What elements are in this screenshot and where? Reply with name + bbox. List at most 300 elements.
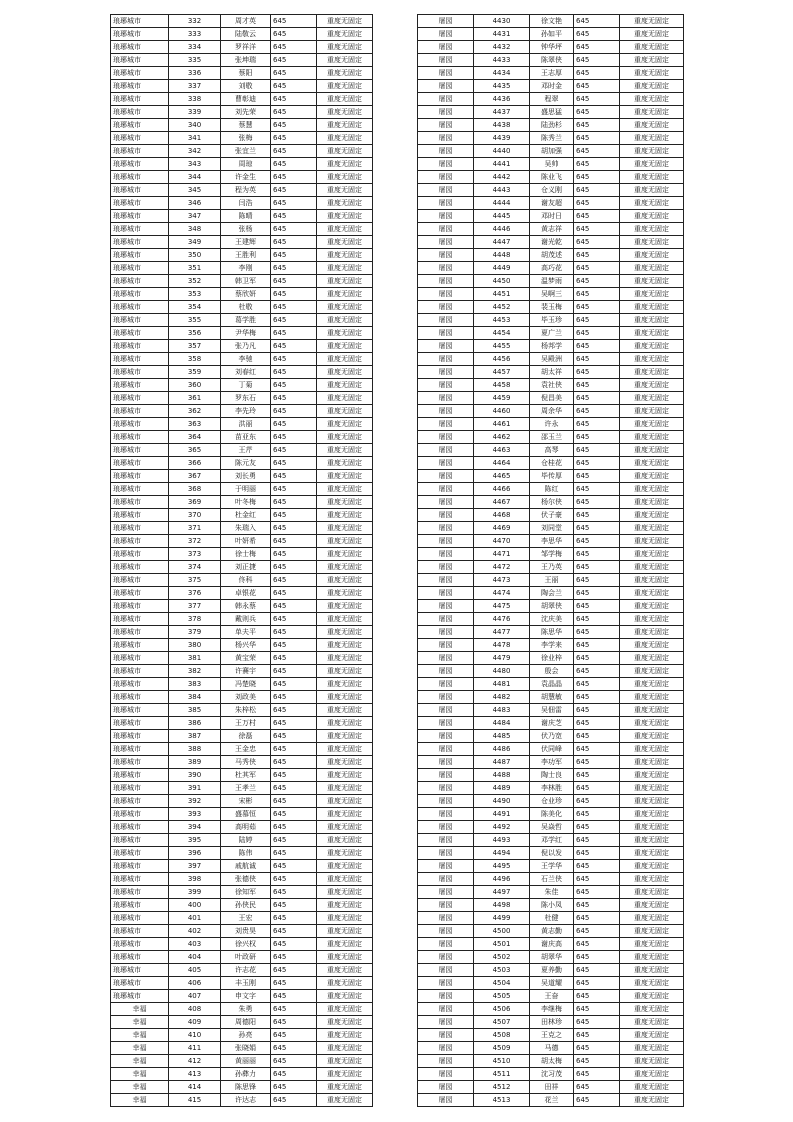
number-cell: 385	[169, 704, 221, 717]
name-cell: 王胜利	[221, 249, 271, 262]
number-cell: 4479	[474, 652, 530, 665]
amount-cell: 645	[271, 1042, 317, 1055]
table-row	[418, 795, 684, 808]
area-cell: 琅琊城市	[111, 639, 169, 652]
name-cell: 蔡欣妍	[221, 288, 271, 301]
type-cell: 重度无固定	[317, 522, 373, 535]
amount-cell: 645	[271, 431, 317, 444]
number-cell: 343	[169, 158, 221, 171]
number-cell: 363	[169, 418, 221, 431]
amount-cell: 645	[271, 496, 317, 509]
type-cell: 重度无固定	[620, 314, 684, 327]
table-row	[111, 1016, 373, 1029]
type-cell: 重度无固定	[620, 665, 684, 678]
number-cell: 4436	[474, 93, 530, 106]
type-cell: 重度无固定	[317, 847, 373, 860]
table-row	[418, 652, 684, 665]
table-row	[111, 626, 373, 639]
area-cell: 屠园	[418, 509, 474, 522]
table-row	[418, 691, 684, 704]
number-cell: 4507	[474, 1016, 530, 1029]
number-cell: 410	[169, 1029, 221, 1042]
type-cell: 重度无固定	[620, 743, 684, 756]
area-cell: 屠园	[418, 1068, 474, 1081]
table-row	[111, 405, 373, 418]
type-cell: 重度无固定	[620, 717, 684, 730]
amount-cell: 645	[574, 600, 620, 613]
area-cell: 屠园	[418, 587, 474, 600]
amount-cell: 645	[574, 392, 620, 405]
number-cell: 368	[169, 483, 221, 496]
type-cell: 重度无固定	[620, 15, 684, 28]
type-cell: 重度无固定	[620, 418, 684, 431]
type-cell: 重度无固定	[620, 353, 684, 366]
name-cell: 伏乃宽	[530, 730, 574, 743]
name-cell: 周余华	[530, 405, 574, 418]
area-cell: 屠园	[418, 795, 474, 808]
type-cell: 重度无固定	[620, 236, 684, 249]
amount-cell: 645	[574, 886, 620, 899]
table-row	[418, 990, 684, 1003]
table-row	[111, 587, 373, 600]
name-cell: 罗祥洋	[221, 41, 271, 54]
area-cell: 屠园	[418, 561, 474, 574]
amount-cell: 645	[574, 587, 620, 600]
type-cell: 重度无固定	[620, 730, 684, 743]
number-cell: 389	[169, 756, 221, 769]
type-cell: 重度无固定	[317, 457, 373, 470]
table-row	[111, 249, 373, 262]
table-row	[111, 301, 373, 314]
right-table-body	[418, 15, 684, 1107]
amount-cell: 645	[574, 782, 620, 795]
number-cell: 4482	[474, 691, 530, 704]
number-cell: 4471	[474, 548, 530, 561]
table-row	[418, 756, 684, 769]
type-cell: 重度无固定	[620, 67, 684, 80]
number-cell: 4456	[474, 353, 530, 366]
name-cell: 陈秀兰	[530, 132, 574, 145]
type-cell: 重度无固定	[620, 938, 684, 951]
type-cell: 重度无固定	[317, 535, 373, 548]
name-cell: 陈业飞	[530, 171, 574, 184]
amount-cell: 645	[271, 951, 317, 964]
name-cell: 陈小凤	[530, 899, 574, 912]
area-cell: 屠园	[418, 470, 474, 483]
number-cell: 344	[169, 171, 221, 184]
area-cell: 琅琊城市	[111, 67, 169, 80]
type-cell: 重度无固定	[620, 249, 684, 262]
type-cell: 重度无固定	[620, 951, 684, 964]
amount-cell: 645	[574, 457, 620, 470]
name-cell: 李刚	[221, 262, 271, 275]
table-row	[418, 262, 684, 275]
type-cell: 重度无固定	[317, 795, 373, 808]
type-cell: 重度无固定	[317, 106, 373, 119]
table-row	[418, 392, 684, 405]
number-cell: 373	[169, 548, 221, 561]
amount-cell: 645	[271, 223, 317, 236]
table-row	[418, 457, 684, 470]
table-row	[418, 912, 684, 925]
table-row	[111, 15, 373, 28]
number-cell: 360	[169, 379, 221, 392]
area-cell: 屠园	[418, 821, 474, 834]
name-cell: 仓桂花	[530, 457, 574, 470]
area-cell: 琅琊城市	[111, 808, 169, 821]
table-row	[111, 392, 373, 405]
area-cell: 屠园	[418, 730, 474, 743]
type-cell: 重度无固定	[620, 964, 684, 977]
area-cell: 琅琊城市	[111, 548, 169, 561]
number-cell: 353	[169, 288, 221, 301]
number-cell: 4435	[474, 80, 530, 93]
number-cell: 4461	[474, 418, 530, 431]
number-cell: 4451	[474, 288, 530, 301]
name-cell: 马秀侠	[221, 756, 271, 769]
name-cell: 申文字	[221, 990, 271, 1003]
number-cell: 396	[169, 847, 221, 860]
amount-cell: 645	[574, 912, 620, 925]
number-cell: 4494	[474, 847, 530, 860]
area-cell: 屠园	[418, 977, 474, 990]
number-cell: 4444	[474, 197, 530, 210]
area-cell: 屠园	[418, 574, 474, 587]
type-cell: 重度无固定	[620, 912, 684, 925]
table-row	[418, 743, 684, 756]
name-cell: 邓学红	[530, 834, 574, 847]
amount-cell: 645	[271, 171, 317, 184]
area-cell: 屠园	[418, 54, 474, 67]
type-cell: 重度无固定	[620, 366, 684, 379]
area-cell: 屠园	[418, 67, 474, 80]
area-cell: 琅琊城市	[111, 769, 169, 782]
type-cell: 重度无固定	[317, 145, 373, 158]
table-row	[111, 600, 373, 613]
number-cell: 4485	[474, 730, 530, 743]
name-cell: 曹彰迪	[221, 93, 271, 106]
amount-cell: 645	[574, 223, 620, 236]
type-cell: 重度无固定	[317, 210, 373, 223]
amount-cell: 645	[574, 197, 620, 210]
type-cell: 重度无固定	[317, 899, 373, 912]
table-row	[418, 535, 684, 548]
table-row	[111, 483, 373, 496]
area-cell: 屠园	[418, 1042, 474, 1055]
amount-cell: 645	[271, 54, 317, 67]
area-cell: 屠园	[418, 93, 474, 106]
number-cell: 4483	[474, 704, 530, 717]
name-cell: 李林胜	[530, 782, 574, 795]
area-cell: 琅琊城市	[111, 28, 169, 41]
type-cell: 重度无固定	[620, 756, 684, 769]
name-cell: 田祥	[530, 1081, 574, 1094]
area-cell: 琅琊城市	[111, 236, 169, 249]
number-cell: 4433	[474, 54, 530, 67]
name-cell: 李思华	[530, 535, 574, 548]
type-cell: 重度无固定	[317, 938, 373, 951]
amount-cell: 645	[574, 431, 620, 444]
table-row	[111, 795, 373, 808]
area-cell: 屠园	[418, 691, 474, 704]
number-cell: 4492	[474, 821, 530, 834]
type-cell: 重度无固定	[317, 756, 373, 769]
area-cell: 琅琊城市	[111, 54, 169, 67]
amount-cell: 645	[271, 964, 317, 977]
amount-cell: 645	[574, 418, 620, 431]
area-cell: 屠园	[418, 925, 474, 938]
name-cell: 尹华梅	[221, 327, 271, 340]
type-cell: 重度无固定	[317, 171, 373, 184]
number-cell: 4505	[474, 990, 530, 1003]
table-row	[418, 769, 684, 782]
area-cell: 琅琊城市	[111, 15, 169, 28]
type-cell: 重度无固定	[317, 353, 373, 366]
type-cell: 重度无固定	[317, 613, 373, 626]
table-row	[418, 834, 684, 847]
type-cell: 重度无固定	[317, 1042, 373, 1055]
amount-cell: 645	[271, 444, 317, 457]
name-cell: 夏广兰	[530, 327, 574, 340]
number-cell: 4447	[474, 236, 530, 249]
name-cell: 刘先荣	[221, 106, 271, 119]
type-cell: 重度无固定	[620, 795, 684, 808]
name-cell: 陈美化	[530, 808, 574, 821]
type-cell: 重度无固定	[620, 392, 684, 405]
type-cell: 重度无固定	[620, 457, 684, 470]
amount-cell: 645	[271, 561, 317, 574]
name-cell: 杨兴华	[221, 639, 271, 652]
area-cell: 琅琊城市	[111, 496, 169, 509]
area-cell: 琅琊城市	[111, 821, 169, 834]
amount-cell: 645	[574, 171, 620, 184]
table-row	[418, 730, 684, 743]
number-cell: 378	[169, 613, 221, 626]
number-cell: 361	[169, 392, 221, 405]
table-row	[418, 717, 684, 730]
type-cell: 重度无固定	[317, 743, 373, 756]
table-row	[111, 717, 373, 730]
type-cell: 重度无固定	[620, 561, 684, 574]
table-row	[111, 54, 373, 67]
area-cell: 屠园	[418, 1055, 474, 1068]
table-row	[418, 145, 684, 158]
number-cell: 4475	[474, 600, 530, 613]
name-cell: 朱佳	[530, 886, 574, 899]
area-cell: 琅琊城市	[111, 561, 169, 574]
type-cell: 重度无固定	[317, 197, 373, 210]
area-cell: 琅琊城市	[111, 730, 169, 743]
name-cell: 马德	[530, 1042, 574, 1055]
number-cell: 376	[169, 587, 221, 600]
name-cell: 胡茂述	[530, 249, 574, 262]
type-cell: 重度无固定	[317, 951, 373, 964]
type-cell: 重度无固定	[317, 249, 373, 262]
table-row	[111, 418, 373, 431]
type-cell: 重度无固定	[317, 730, 373, 743]
number-cell: 381	[169, 652, 221, 665]
amount-cell: 645	[574, 808, 620, 821]
amount-cell: 645	[271, 795, 317, 808]
area-cell: 琅琊城市	[111, 418, 169, 431]
amount-cell: 645	[271, 639, 317, 652]
type-cell: 重度无固定	[620, 145, 684, 158]
type-cell: 重度无固定	[317, 496, 373, 509]
area-cell: 屠园	[418, 639, 474, 652]
type-cell: 重度无固定	[317, 561, 373, 574]
type-cell: 重度无固定	[620, 899, 684, 912]
name-cell: 盛思猛	[530, 106, 574, 119]
number-cell: 390	[169, 769, 221, 782]
number-cell: 391	[169, 782, 221, 795]
area-cell: 屠园	[418, 899, 474, 912]
number-cell: 4467	[474, 496, 530, 509]
number-cell: 4460	[474, 405, 530, 418]
name-cell: 张晓娟	[221, 1042, 271, 1055]
table-row	[111, 210, 373, 223]
amount-cell: 645	[271, 1094, 317, 1107]
number-cell: 347	[169, 210, 221, 223]
type-cell: 重度无固定	[317, 834, 373, 847]
number-cell: 4486	[474, 743, 530, 756]
area-cell: 屠园	[418, 262, 474, 275]
amount-cell: 645	[271, 574, 317, 587]
amount-cell: 645	[271, 418, 317, 431]
area-cell: 屠园	[418, 106, 474, 119]
area-cell: 屠园	[418, 951, 474, 964]
area-cell: 琅琊城市	[111, 80, 169, 93]
table-row	[111, 353, 373, 366]
table-row	[111, 951, 373, 964]
table-row	[111, 665, 373, 678]
amount-cell: 645	[271, 483, 317, 496]
type-cell: 重度无固定	[620, 1081, 684, 1094]
type-cell: 重度无固定	[620, 600, 684, 613]
table-row	[418, 925, 684, 938]
table-row	[418, 665, 684, 678]
amount-cell: 645	[271, 1068, 317, 1081]
area-cell: 琅琊城市	[111, 600, 169, 613]
type-cell: 重度无固定	[317, 54, 373, 67]
area-cell: 琅琊城市	[111, 691, 169, 704]
amount-cell: 645	[271, 665, 317, 678]
amount-cell: 645	[271, 80, 317, 93]
area-cell: 屠园	[418, 522, 474, 535]
type-cell: 重度无固定	[620, 28, 684, 41]
amount-cell: 645	[271, 652, 317, 665]
area-cell: 屠园	[418, 1003, 474, 1016]
type-cell: 重度无固定	[620, 1055, 684, 1068]
amount-cell: 645	[574, 756, 620, 769]
table-row	[111, 145, 373, 158]
table-row	[111, 912, 373, 925]
area-cell: 屠园	[418, 41, 474, 54]
table-row	[418, 1081, 684, 1094]
type-cell: 重度无固定	[317, 964, 373, 977]
name-cell: 谢友超	[530, 197, 574, 210]
area-cell: 琅琊城市	[111, 990, 169, 1003]
table-row	[111, 678, 373, 691]
area-cell: 屠园	[418, 171, 474, 184]
name-cell: 苗亚东	[221, 431, 271, 444]
table-row	[418, 223, 684, 236]
type-cell: 重度无固定	[620, 119, 684, 132]
area-cell: 琅琊城市	[111, 366, 169, 379]
number-cell: 4445	[474, 210, 530, 223]
type-cell: 重度无固定	[317, 1055, 373, 1068]
name-cell: 刘正捷	[221, 561, 271, 574]
area-cell: 琅琊城市	[111, 184, 169, 197]
number-cell: 4504	[474, 977, 530, 990]
type-cell: 重度无固定	[317, 587, 373, 600]
area-cell: 屠园	[418, 28, 474, 41]
type-cell: 重度无固定	[317, 639, 373, 652]
table-row	[111, 288, 373, 301]
table-row	[111, 561, 373, 574]
area-cell: 琅琊城市	[111, 509, 169, 522]
name-cell: 葛学胜	[221, 314, 271, 327]
area-cell: 琅琊城市	[111, 912, 169, 925]
type-cell: 重度无固定	[317, 275, 373, 288]
type-cell: 重度无固定	[620, 977, 684, 990]
number-cell: 371	[169, 522, 221, 535]
number-cell: 355	[169, 314, 221, 327]
table-row	[418, 288, 684, 301]
area-cell: 琅琊城市	[111, 574, 169, 587]
number-cell: 395	[169, 834, 221, 847]
type-cell: 重度无固定	[317, 1016, 373, 1029]
type-cell: 重度无固定	[620, 769, 684, 782]
name-cell: 邓时金	[530, 80, 574, 93]
number-cell: 397	[169, 860, 221, 873]
number-cell: 365	[169, 444, 221, 457]
area-cell: 屠园	[418, 847, 474, 860]
table-row	[111, 1042, 373, 1055]
table-row	[111, 964, 373, 977]
name-cell: 温梦雨	[530, 275, 574, 288]
area-cell: 琅琊城市	[111, 665, 169, 678]
number-cell: 4473	[474, 574, 530, 587]
name-cell: 程翠	[530, 93, 574, 106]
name-cell: 许达志	[221, 1094, 271, 1107]
table-row	[418, 353, 684, 366]
type-cell: 重度无固定	[620, 1003, 684, 1016]
name-cell: 邹学梅	[530, 548, 574, 561]
table-row	[418, 483, 684, 496]
name-cell: 孙亮	[221, 1029, 271, 1042]
table-row	[418, 1003, 684, 1016]
table-row	[418, 158, 684, 171]
table-row	[111, 704, 373, 717]
table-row	[418, 249, 684, 262]
area-cell: 琅琊城市	[111, 405, 169, 418]
table-row	[111, 860, 373, 873]
area-cell: 琅琊城市	[111, 275, 169, 288]
number-cell: 4477	[474, 626, 530, 639]
amount-cell: 645	[574, 834, 620, 847]
name-cell: 周德阳	[221, 1016, 271, 1029]
type-cell: 重度无固定	[620, 275, 684, 288]
number-cell: 375	[169, 574, 221, 587]
amount-cell: 645	[574, 691, 620, 704]
amount-cell: 645	[574, 1029, 620, 1042]
number-cell: 4452	[474, 301, 530, 314]
area-cell: 琅琊城市	[111, 132, 169, 145]
amount-cell: 645	[574, 535, 620, 548]
area-cell: 屠园	[418, 327, 474, 340]
number-cell: 403	[169, 938, 221, 951]
name-cell: 叶妍希	[221, 535, 271, 548]
